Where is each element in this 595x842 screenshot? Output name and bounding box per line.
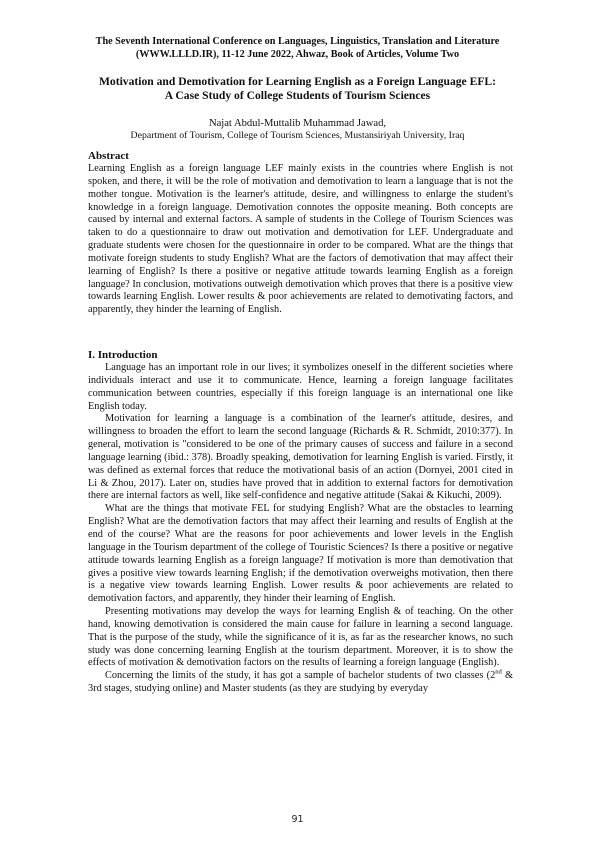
paper-title-line-1: Motivation and Demotivation for Learning English as a Foreign Language EFL:: [98, 75, 496, 88]
abstract-heading: Abstract: [88, 150, 129, 162]
abstract-section: [88, 150, 513, 317]
introduction-heading: I. Introduction: [88, 349, 158, 361]
introduction-paragraph-4: Presenting motivations may develop the ways for learning English & of teaching. On the other hand, knowing demotivation is considered the main cause for failure in learning a second language. That is the purpose of the study, while the significance of it is, as far as the researcher knows, no such study was done concerning learning English at the tourism department. Moreover, it is to show the effects of motivation & demotivation factors on the results of learning a foreign language (English).: [88, 606, 513, 669]
running-head-line-1: The Seventh International Conference on Languages, Linguistics, Translation and Literature: [95, 36, 500, 47]
paper-title-line-2: A Case Study of College Students of Tourism Sciences: [164, 89, 431, 102]
introduction-paragraph-1: Language has an important role in our lives; it symbolizes oneself in the different societies where individuals interact and use it to communicate. Hence, learning a foreign language facilitates communication between countries, especially if this foreign language is an international one like English today.: [88, 362, 513, 412]
running-head: [82, 36, 513, 62]
introduction-paragraph-3: What are the things that motivate FEL for studying English? What are the obstacles to learning English? What are the demotivation factors that may affect their learning and results of English at the end of the course? What are the reasons for poor achievements and lower levels in the English language in the Tourism department of the college of Touristic Sciences? Is there a positive or negative attitude towards learning English as a foreign language? If motivation is more than demotivation that gives a positive view towards learning English; if the demotivation overweighs motivation, then there is a negative view towards learning English. Lower results & poor achievements are related to demotivation factors, and apparently, they hinder their learning of English.: [88, 503, 513, 605]
ordinal-superscript: nd: [495, 668, 502, 676]
author-name: Najat Abdul-Muttalib Muhammad Jawad,: [208, 118, 387, 129]
author-affiliation: Department of Tourism, College of Tourism Sciences, Mustansiriyah University, Iraq: [130, 130, 465, 141]
paragraph-5-text-start: Concerning the limits of the study, it has got a sample of bachelor students of two classes (2: [105, 670, 496, 682]
paper-title: [82, 75, 513, 103]
introduction-section: [88, 349, 513, 696]
abstract-text: Learning English as a foreign language LEF mainly exists in the countries where English is not spoken, and there, it will be the role of motivation and demotivation to learn a language that is not the mother tongue. Motivation is the learner's attitude, desire, and willingness to enlarge the student's knowledge in a foreign language. Demotivation connotes the opposite meaning. Both concepts are caused by internal and external factors. A sample of students in the College of Tourism Sciences was taken to do a questionnaire to draw out motivation and demotivation for LEF. Undergraduate and graduate students were chosen for the questionnaire in order to be compared. What are the things that motivate foreign students to study English? What are the factors of demotivation that may affect their learning of English? Is there a positive or negative attitude towards learning English as a foreign language? In conclusion, motivations outweigh demotivation which proves that there is a positive view towards learning English. Lower results & poor achievements are related to demotivating factors, and apparently, they hinder the learning of English.: [88, 163, 513, 316]
running-head-line-2: (WWW.LLLD.IR), 11-12 June 2022, Ahwaz, Book of Articles, Volume Two: [135, 48, 460, 60]
introduction-paragraph-2: Motivation for learning a language is a combination of the learner's attitude, desires, and willingness to broaden the effort to learn the second language (Richards & R. Schmidt, 2010:377). In general, motivation is "considered to be one of the primary causes of success and failure in a second language learning (ibid.: 378). Broadly speaking, demotivation for learning English is varied. Firstly, it was defined as external forces that reduce the motivational basis of an action (Dornyei, 2001 cited in Li & Zhou, 2017). Later on, studies have proved that in addition to external factors for demotivation there are internal factors as well, like self-confidence and negative attitude (Sakai & Kikuchi, 2009).: [88, 413, 513, 502]
introduction-paragraph-5: [88, 670, 513, 696]
page-number: 91: [291, 814, 304, 825]
paragraph-5-text-end: & 3rd stages, studying online) and Master students (as they are studying by everyday: [88, 670, 513, 695]
